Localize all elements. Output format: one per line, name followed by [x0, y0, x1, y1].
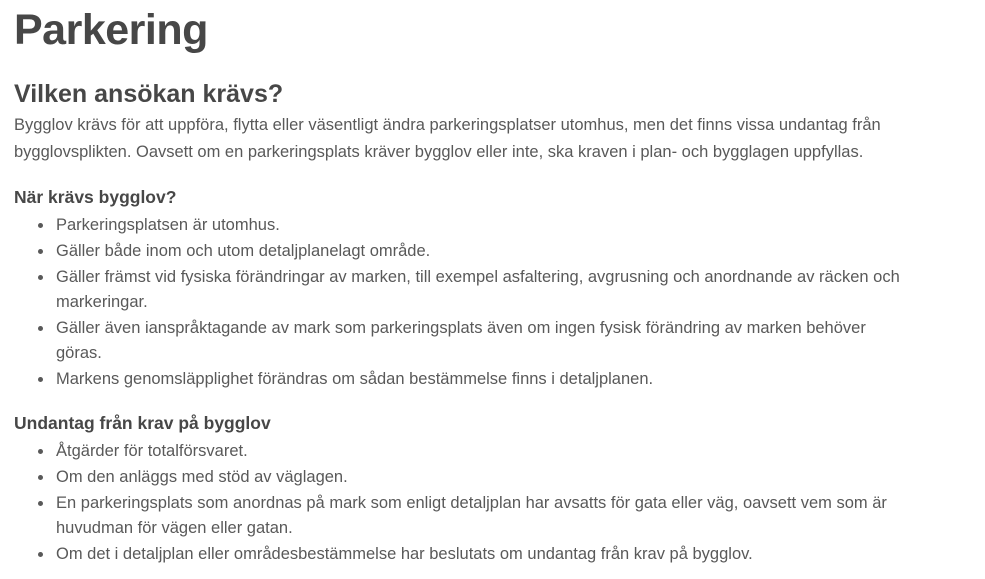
bygglov-krav-list [14, 213, 965, 392]
undantag-list [14, 439, 965, 567]
list-item: • Om den anläggs med stöd av väglagen. [54, 465, 904, 490]
heading-undantag-fran-krav: Undantag från krav på bygglov [14, 413, 271, 433]
intro-paragraph: Bygglov krävs för att uppföra, flytta eller väsentligt ändra parkeringsplatser utomhus, men det finns vissa undantag från bygglovsplikten. Oavsett om en parkeringsplats kräver bygglov eller inte, ska kraven i plan- och bygglagen uppfyllas. [14, 116, 881, 161]
page-title: Parkering [14, 6, 208, 54]
list-item: • Markens genomsläpplighet förändras om sådan bestämmelse finns i detaljplanen. [54, 367, 904, 392]
heading-nar-kravs-bygglov: När krävs bygglov? [14, 187, 177, 207]
list-item: • Gäller främst vid fysiska förändringar av marken, till exempel asfaltering, avgrusning och anordnande av räcken och markeringar. [54, 265, 904, 315]
list-item: • Gäller även ianspråktagande av mark som parkeringsplats även om ingen fysisk förändring av marken behöver göras. [54, 316, 904, 366]
list-item: • Parkeringsplatsen är utomhus. [54, 213, 904, 238]
list-item: • Om det i detaljplan eller områdesbestämmelse har beslutats om undantag från krav på bygglov. [54, 542, 904, 567]
list-item: • Åtgärder för totalförsvaret. [54, 439, 904, 464]
heading-vilken-ansokan-kravs: Vilken ansökan krävs? [14, 80, 284, 108]
list-item: • Gäller både inom och utom detaljplanelagt område. [54, 239, 904, 264]
list-item: • En parkeringsplats som anordnas på mark som enligt detaljplan har avsatts för gata eller väg, oavsett vem som är huvudman för vägen eller gatan. [54, 491, 904, 541]
